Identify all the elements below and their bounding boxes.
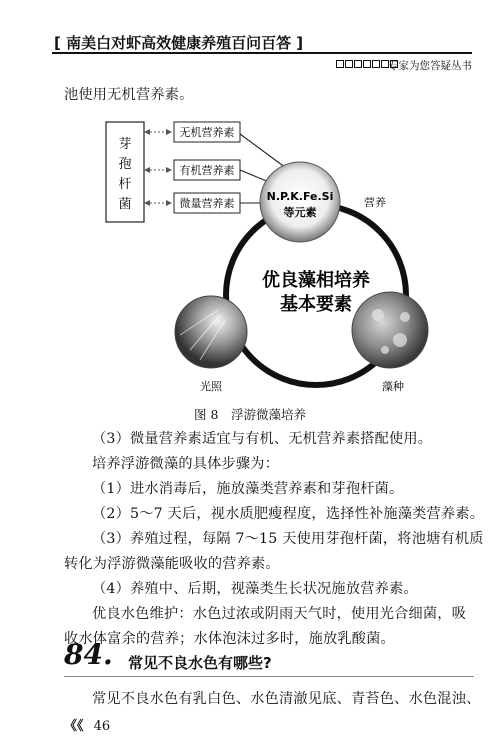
label-nutrient: 营养: [364, 196, 386, 209]
figure-diagram: [100, 110, 440, 410]
side-box-char-2: 孢: [118, 157, 132, 172]
side-box-char-4: 菌: [118, 197, 132, 212]
body-line-6: 转化为浮游微藻能吸收的营养素。: [64, 556, 280, 572]
body-line-4: （2）5～7 天后，视水质肥瘦程度，选择性补施藻类营养素。: [92, 506, 485, 522]
body-line-8: 优良水色维护：水色过浓或阴雨天气时，使用光合细菌，吸: [92, 606, 467, 622]
question-title: 常见不良水色有哪些?: [128, 654, 272, 672]
header-rule: [52, 52, 472, 54]
body-line-1: （3）微量营养素适宜与有机、无机营养素搭配使用。: [92, 431, 433, 447]
body-line-9: 收水体富余的营养；水体泡沫过多时，施放乳酸菌。: [64, 631, 395, 647]
side-box-char-1: 芽: [118, 137, 132, 152]
nutrient-label-2: 有机营养素: [179, 164, 235, 177]
body-line-5: （3）养殖过程，每隔 7～15 天使用芽孢杆菌，将池塘有机质: [92, 531, 484, 547]
nutrient-label-3: 微量营养素: [179, 197, 235, 210]
side-box-char-3: 杆: [118, 177, 132, 192]
question-number: 84.: [64, 638, 113, 671]
last-line: 常见不良水色有乳白色、水色清澈见底、青苔色、水色混浊、: [92, 691, 481, 707]
center-title-1: 优良藻相培养: [262, 270, 370, 291]
footer-arrows: 《《: [64, 719, 84, 734]
text-top: 池使用无机营养素。: [64, 87, 194, 103]
figure-caption: 图 8 浮游微藻培养: [194, 407, 306, 422]
page-number: 46: [93, 719, 111, 734]
element-label-2: 等元素: [283, 206, 317, 219]
center-title-2: 基本要素: [280, 294, 352, 315]
element-label-1: N.P.K.Fe.Si: [266, 190, 334, 203]
light-photo-circle: [175, 296, 247, 368]
header-book-title: [ 南美白对虾高效健康养殖百问百答 ]: [54, 34, 304, 52]
body-line-3: （1）进水消毒后，施放藻类营养素和芽孢杆菌。: [92, 481, 404, 497]
question-rule: [64, 676, 474, 677]
body-line-2: 培养浮游微藻的具体步骤为：: [92, 456, 280, 472]
header-series-name: 专家为您答疑丛书: [388, 60, 472, 72]
label-light: 光照: [200, 380, 222, 393]
nutrient-label-1: 无机营养素: [179, 126, 235, 139]
algae-culture-figure: [100, 110, 440, 410]
label-algae: 藻种: [382, 380, 404, 393]
body-line-7: （4）养殖中、后期，视藻类生长状况施放营养素。: [92, 581, 418, 597]
algae-photo-circle: [352, 292, 428, 368]
page-footer: [64, 715, 110, 734]
